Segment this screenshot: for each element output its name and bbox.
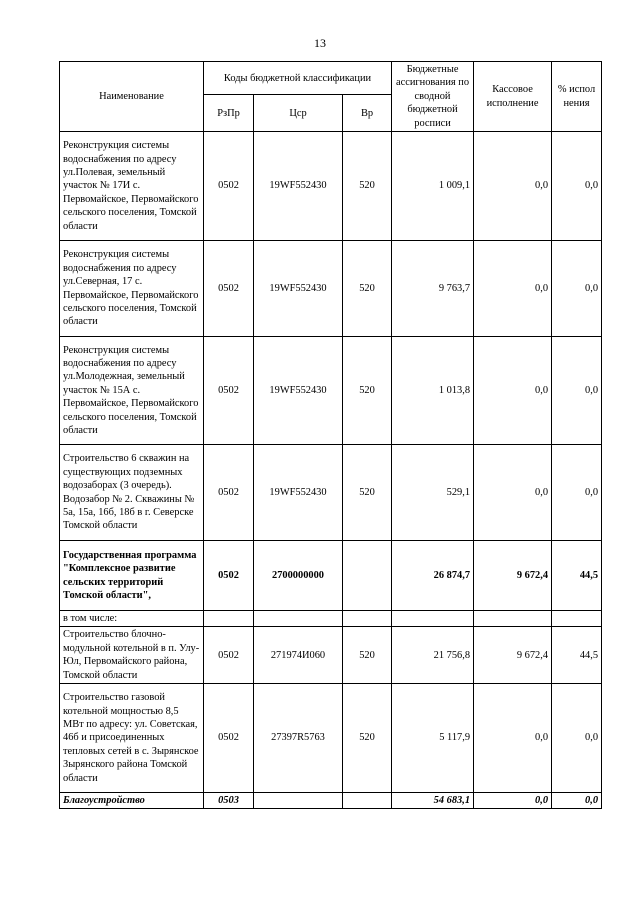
- row-name: Реконструкция системы водоснабжения по адресу ул.Северная, 17 с. Первомайское, Первомайского сельского поселения, Томской области: [60, 241, 204, 337]
- row-percent: 0,0: [552, 337, 602, 445]
- row-rzpr: 0502: [204, 684, 254, 793]
- row-cash: 0,0: [474, 793, 552, 809]
- row-cash: 9 672,4: [474, 541, 552, 611]
- header-name: Наименование: [60, 62, 204, 132]
- row-name: Благоустройство: [60, 793, 204, 809]
- row-assignment: 1 013,8: [392, 337, 474, 445]
- header-row-1: [60, 62, 602, 95]
- row-name: Реконструкция системы водоснабжения по адресу ул.Полевая, земельный участок № 17И с. Первомайское, Первомайского сельского поселения, Томской области: [60, 132, 204, 241]
- row-cash: 0,0: [474, 684, 552, 793]
- header-cash: Кассовое исполнение: [474, 62, 552, 132]
- budget-table: [59, 61, 602, 809]
- row-rzpr: 0502: [204, 627, 254, 684]
- row-percent: [552, 611, 602, 627]
- table-row-section-total: [60, 793, 602, 809]
- table-row: [60, 627, 602, 684]
- row-assignment: 21 756,8: [392, 627, 474, 684]
- row-percent: 0,0: [552, 241, 602, 337]
- row-percent: 0,0: [552, 132, 602, 241]
- row-name: Строительство 6 скважин на существующих подземных водозаборах (3 очередь). Водозабор № 2. Скважины № 5а, 15а, 16б, 18б в г. Северске Томской области: [60, 445, 204, 541]
- row-rzpr: 0502: [204, 541, 254, 611]
- table-row: [60, 241, 602, 337]
- header-codes: Коды бюджетной классификации: [204, 62, 392, 95]
- table-row-program: [60, 541, 602, 611]
- header-rzpr: РзПр: [204, 95, 254, 132]
- row-csr: 19WF552430: [254, 337, 343, 445]
- row-vr: [343, 541, 392, 611]
- row-name: в том числе:: [60, 611, 204, 627]
- row-vr: 520: [343, 132, 392, 241]
- row-vr: [343, 793, 392, 809]
- row-assignment: 1 009,1: [392, 132, 474, 241]
- row-rzpr: 0502: [204, 241, 254, 337]
- row-csr: 271974И060: [254, 627, 343, 684]
- row-name: Реконструкция системы водоснабжения по адресу ул.Молодежная, земельный участок № 15А с. Первомайское, Первомайского сельского поселения, Томской области: [60, 337, 204, 445]
- row-assignment: [392, 611, 474, 627]
- row-vr: 520: [343, 445, 392, 541]
- header-percent: % испол нения: [552, 62, 602, 132]
- row-percent: 0,0: [552, 445, 602, 541]
- row-percent: 0,0: [552, 684, 602, 793]
- row-percent: 0,0: [552, 793, 602, 809]
- row-cash: [474, 611, 552, 627]
- row-rzpr: 0503: [204, 793, 254, 809]
- row-csr: [254, 793, 343, 809]
- row-cash: 9 672,4: [474, 627, 552, 684]
- row-cash: 0,0: [474, 445, 552, 541]
- table-row: [60, 684, 602, 793]
- row-assignment: 26 874,7: [392, 541, 474, 611]
- row-vr: [343, 611, 392, 627]
- row-csr: 19WF552430: [254, 132, 343, 241]
- row-cash: 0,0: [474, 132, 552, 241]
- row-csr: 27397R5763: [254, 684, 343, 793]
- header-assignments: Бюджетные ассигнования по сводной бюджетной росписи: [392, 62, 474, 132]
- row-csr: 19WF552430: [254, 241, 343, 337]
- row-rzpr: 0502: [204, 337, 254, 445]
- row-name: Государственная программа "Комплексное развитие сельских территорий Томской области",: [60, 541, 204, 611]
- row-vr: 520: [343, 241, 392, 337]
- row-percent: 44,5: [552, 541, 602, 611]
- row-vr: 520: [343, 627, 392, 684]
- header-vr: Вр: [343, 95, 392, 132]
- row-rzpr: [204, 611, 254, 627]
- table-row: [60, 337, 602, 445]
- row-rzpr: 0502: [204, 132, 254, 241]
- row-csr: [254, 611, 343, 627]
- row-assignment: 9 763,7: [392, 241, 474, 337]
- row-vr: 520: [343, 337, 392, 445]
- header-csr: Цср: [254, 95, 343, 132]
- row-name: Строительство газовой котельной мощностью 8,5 МВт по адресу: ул. Советская, 46б и присоединенных тепловых сетей в с. Зырянское Зырянского района Томской области: [60, 684, 204, 793]
- row-assignment: 529,1: [392, 445, 474, 541]
- row-cash: 0,0: [474, 241, 552, 337]
- row-cash: 0,0: [474, 337, 552, 445]
- row-csr: 2700000000: [254, 541, 343, 611]
- row-csr: 19WF552430: [254, 445, 343, 541]
- table-row: [60, 445, 602, 541]
- row-percent: 44,5: [552, 627, 602, 684]
- table-row: [60, 132, 602, 241]
- row-assignment: 5 117,9: [392, 684, 474, 793]
- row-vr: 520: [343, 684, 392, 793]
- row-name: Строительство блочно-модульной котельной в п. Улу-Юл, Первомайского района, Томской области: [60, 627, 204, 684]
- table-row-subheading: [60, 611, 602, 627]
- page-number: 13: [314, 36, 326, 50]
- row-rzpr: 0502: [204, 445, 254, 541]
- row-assignment: 54 683,1: [392, 793, 474, 809]
